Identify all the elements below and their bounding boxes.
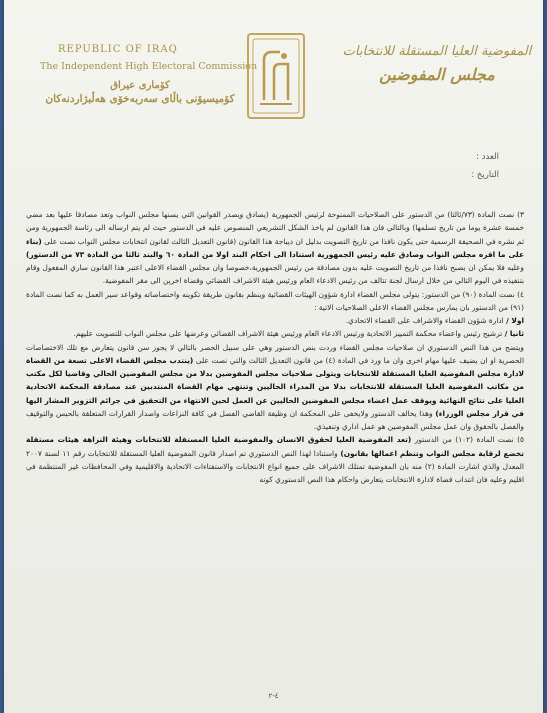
- item-a-label: اولا /: [506, 316, 524, 325]
- page-number: ٤-٢: [268, 692, 279, 700]
- kurdish-country-text: كۆماری عیراق: [110, 80, 170, 91]
- board-name-arabic: مجلس المفوضين: [379, 65, 495, 84]
- paragraph-5: [26, 433, 524, 486]
- paragraph-5-text: ٥) نصت المادة (١٠٢) من الدستور: [414, 435, 524, 445]
- commission-name-english: The Independent High Electoral Commission: [40, 61, 258, 72]
- paragraph-4: [26, 288, 524, 315]
- item-a-text: ادارة شؤون القضاء والاشراف على القضاء الاتحادي.: [345, 316, 504, 325]
- paragraph-4-cont-text: ويتضح من هذا النص الدستوري ان صلاحيات مجلس القضاء وردت بنص الدستور وهي على سبيل الحصر بالتالي لا يجوز سن قانون يتعارض مع تلك الاختصاصات الحصرية او ان يضيف عليها مهام اخرى وان ما ورد في المادة (٤) من قانون التعديل الثالث والتي نصت على: [26, 342, 524, 365]
- republic-of-iraq-text: REPUBLIC OF IRAQ: [58, 44, 178, 55]
- paragraph-3-text: ٣) نصت المادة (٧٣/ثالثا) من الدستور على الصلاحيات الممنوحة لرئيس الجمهورية (يصادق ويصدر القوانين التي يسنها مجلس النواب وتعد مصادقا عليها بعد مضي خمسة عشرة يوما من تاريخ تسلمها) وبالتالي فان هذا القانون لم ياخذ الشكل التشريعي المنصوص عليه في الدستور حيث لم يتم ارساله الى رئاسة الجمهورية ومن ثم نشره في الصحيفة الرسمية حتى يكون نافذا من تاريخ التصويت بدليل ان ديباجة هذا القانون (قانون التعديل الثالث لقانون انتخابات مجلس النواب نصت على: [26, 210, 525, 246]
- paragraph-4-end: وهذا يخالف الدستور ولايخفى على المحكمة ان وظيفة القاضي الفصل في كافة النزاعات واصدار القرارات المتعلقة بالحبس والتوقيف والفصل بالحقوق وان عمل مجلس المفوضين هو عمل اداري وتنفيذي.: [26, 408, 524, 431]
- commission-name-arabic: المفوضية العليا المستقلة للانتخابات: [342, 44, 532, 59]
- paragraph-4-item-a: [26, 314, 524, 327]
- paragraph-4-text: ٤) نصت المادة (٩٠) من الدستور: يتولى مجلس القضاء ادارة شؤون الهيئات القضائية وينظم بقانون طريقة تكوينه واختصاصاته وقواعد سير العمل به كما نصت المادة (٩١) من الدستور بان يمارس مجلس القضاء الاعلى الصلاحيات الاتية :: [26, 289, 524, 312]
- paragraph-3-bold: (بناء على ما اقره مجلس النواب وصادق عليه رئيس الجمهورية استنادا الى احكام البند اولا من المادة ٦٠ والبند ثالثا من المادة ٧٣ من الدستور): [26, 236, 525, 259]
- item-b-text: ترشيح رئيس واعضاء محكمة التمييز الاتحادية ورئيس الادعاء العام ورئيس هيئة الاشراف القضائي وعرضها على مجلس النواب للتصويت عليهم.: [73, 329, 503, 339]
- item-b-label: ثانيا /: [504, 329, 524, 339]
- letter-page: [4, 0, 543, 713]
- header-arabic: [342, 44, 532, 84]
- header-english-kurdish: [40, 44, 258, 105]
- date-label: التاريخ :: [471, 170, 499, 180]
- paragraph-3: [26, 208, 524, 288]
- paragraph-5-bold: (تعد المفوضية العليا لحقوق الانسان والمفوضية العليا المستقلة للانتخابات وهيئة النزاهة هيئات مستقلة تخضع لرقابة مجلس النواب وتنظم اعمالها بقانون): [26, 435, 524, 458]
- paragraph-4-continued: [26, 341, 524, 434]
- kurdish-commission-text: كۆمیسیۆنی باڵای سەربەخۆی هەڵبژاردنەكان: [45, 93, 235, 105]
- paragraph-4-item-b: [26, 327, 524, 340]
- paragraph-3-end: وعليه فلا يمكن ان يصبح نافذا من تاريخ التصويت عليه بدون مصادقة من رئيس الجمهورية،خصوصا وان مجلس القضاء الاعلى اعتبر هذا القانون ساري المفعول وقام بتنفيذه في اليوم التالي من خلال ارسال لجنة تتالف من رئيس الادعاء العام ورئيس هيئة الاشراف القضائي وقضاة اخرين الى مقر المفوضية.: [26, 263, 524, 286]
- letter-body: [26, 208, 524, 486]
- paragraph-5-end: واستنادا لهذا النص الدستوري تم اصدار قانون المفوضية العليا المستقلة للانتخابات رقم ١١ لسنة ٢٠٠٧ المعدل والذي اشارت المادة (٢) منه بان المفوضية تمتلك الاشراف على جميع انواع الانتخابات والاستفتاءات الاتحادية والاقليمية وفي المحافظات غير المنتظمة في اقليم وعليه فان انتداب قضاة لادارة الانتخابات يتعارض واحكام هذا النص الدستوري كونه: [26, 448, 524, 484]
- paragraph-4-bold: (ينتدب مجلس القضاء الاعلى تسعة من القضاة لادارة مجلس المفوضية العليا المستقلة للانتخابات ويتولى صلاحيات مجلس المفوضين بدلا من مجلس المفوضين الحالي وقاضيا لكل مكتب من مكاتب المفوضية العليا المستقلة للانتخابات بدلا من المدراء الحاليين وتنتهي مهام القضاة المنتدبين عند مصادقة المحكمة الاتحادية العليا على نتائج النهائية ويوقف عمل اعضاء مجلس المفوضين الحاليين عن العمل لحين الانتهاء من التحقيق في جرائم التزوير المشار اليها في قرار مجلس الوزراء): [26, 355, 525, 418]
- document-meta: [471, 148, 499, 184]
- number-label: العدد :: [476, 152, 499, 162]
- ihec-emblem-icon: [244, 30, 308, 122]
